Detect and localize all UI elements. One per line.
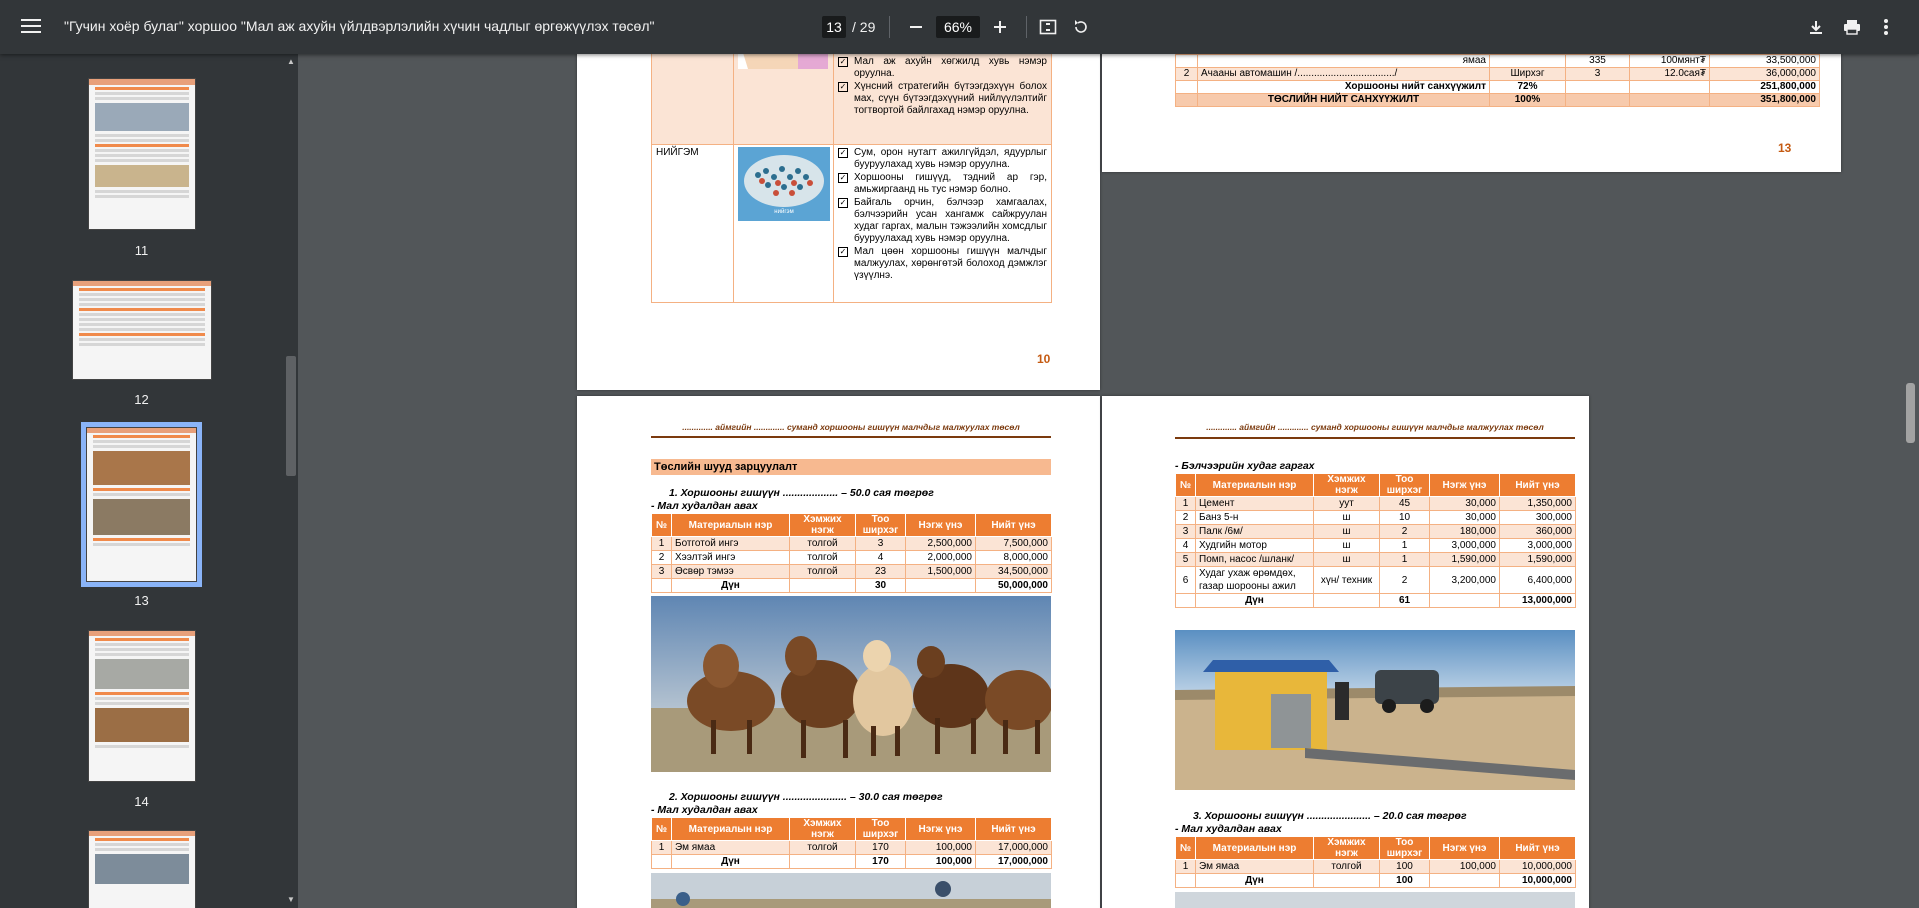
plus-icon [993,20,1007,34]
page-header: ............. аймгийн ............. суманд хоршооны гишүүн малчдыг малжуулах төсөл [1206,422,1544,432]
table-cell: 1,500,000 [906,565,976,579]
table-cell: 3,000,000 [1500,539,1576,553]
table-cell: Өсвөр тэмээ [672,565,790,579]
impact-checks-cell [834,41,1052,145]
table-row [1176,525,1576,539]
page-header: ............. аймгийн ............. суманд хоршооны гишүүн малчдыг малжуулах төсөл [682,422,1020,432]
table-header-row [652,818,1052,841]
table-cell: 100 [1380,860,1430,874]
table-cell [652,855,672,869]
item-title: 1. Хоршооны гишүүн ................... – 50.0 сая төгрөг [669,487,934,499]
table-cell: 10,000,000 [1500,860,1576,874]
page-selector [822,16,875,38]
livestock-table-3 [1175,836,1576,888]
more-vert-icon [1883,18,1889,36]
rotate-button[interactable] [1069,15,1093,39]
table-header-row [652,514,1052,537]
table-cell: Худаг ухаж өрөмдөх, газар шорооны ажил [1196,567,1314,594]
download-icon [1808,19,1824,35]
table-cell [790,579,856,593]
scroll-up-icon[interactable]: ▲ [287,57,295,66]
thumbnail-label: 13 [134,593,149,608]
checkbox-icon: ✓ [839,247,847,256]
column-header: Материалын нэр [1196,837,1314,860]
checklist-item: ✓ Сум, орон нутагт ажилгүйдэл, ядуурлыг бууруулахад хувь нэмэр оруулна. [839,147,1047,170]
table-row [1176,553,1576,567]
table-row [1176,567,1576,594]
table-cell: Эм ямаа [672,841,790,855]
table-cell: Дүн [1196,874,1314,888]
column-header: Материалын нэр [672,818,790,841]
table-cell: 3,200,000 [1430,567,1500,594]
table-cell: 10 [1380,511,1430,525]
table-total-row [1176,594,1576,608]
sub-title: - Мал худалдан авах [1175,823,1282,835]
table-cell: 50,000,000 [976,579,1052,593]
sub-title: - Мал худалдан авах [651,500,758,512]
table-cell: 180,000 [1430,525,1500,539]
document-title: "Гучин хоёр булаг" хоршоо "Мал аж ахуйн үйлдвэрлэлийн хүчин чадлыг өргөжүүлэх төсөл" [64,18,655,34]
column-header: Материалын нэр [672,514,790,537]
table-cell: 6 [1176,567,1196,594]
rotate-icon [1072,18,1090,36]
table-cell [1314,874,1380,888]
table-cell: хүн/ техник [1314,567,1380,594]
well-house-photo [1175,630,1575,790]
table-cell [1430,874,1500,888]
thumbnail-label: 11 [134,243,149,258]
table-row [652,841,1052,855]
table-cell: 1,590,000 [1500,553,1576,567]
pdf-page-right [1102,396,1589,908]
table-cell [906,579,976,593]
thumbnail-sidebar [0,54,298,908]
page-number-input[interactable]: 13 [822,16,846,38]
checkbox-icon: ✓ [839,198,847,207]
table-cell: ш [1314,539,1380,553]
table-cell: уут [1314,497,1380,511]
table-cell: 61 [1380,594,1430,608]
table-row [1176,860,1576,874]
table-cell: 100,000 [906,855,976,869]
table-cell: 1 [1176,860,1196,874]
column-header: Нэгж үнэ [1430,474,1500,497]
society-illustration: нийгэм [738,147,830,221]
table-cell: 7,500,000 [976,537,1052,551]
table-cell [1430,594,1500,608]
pdf-page-13-top [1102,40,1841,172]
table-cell: 4 [1176,539,1196,553]
checkbox-icon: ✓ [839,148,847,157]
table-cell: толгой [790,537,856,551]
print-icon [1843,18,1861,36]
table-cell: Дүн [1196,594,1314,608]
people-photo [651,873,1051,908]
thumbnail-page-12[interactable] [72,280,212,380]
table-row [652,537,1052,551]
table-header-row [1176,474,1576,497]
table-total-row [1176,874,1576,888]
column-header: Нэгж үнэ [906,514,976,537]
table-cell: 1 [1176,497,1196,511]
column-header: Хэмжих нэгж [790,818,856,841]
table-cell: 45 [1380,497,1430,511]
main-scrollbar[interactable] [1903,54,1919,908]
pdf-page-left [577,396,1100,908]
table-cell [652,579,672,593]
table-cell: 34,500,000 [976,565,1052,579]
livestock-table-1 [651,513,1052,593]
impact-checks-cell [834,145,1052,303]
table-header-row [1176,837,1576,860]
header-line [651,436,1051,438]
column-header: № [1176,474,1196,497]
table-cell: Цемент [1196,497,1314,511]
table-cell: 17,000,000 [976,855,1052,869]
page-number: 10 [1037,352,1051,366]
table-row [652,565,1052,579]
table-cell: 100 [1380,874,1430,888]
table-cell: ш [1314,525,1380,539]
table-cell: 1 [1380,553,1430,567]
table-cell: Эм ямаа [1196,860,1314,874]
column-header: Тоо ширхэг [856,514,906,537]
menu-icon[interactable] [20,16,42,38]
table-cell: 2 [1176,511,1196,525]
zoom-out-button[interactable] [904,15,928,39]
table-cell: 2 [1380,525,1430,539]
thumbnail-page-15[interactable] [88,830,196,908]
scroll-down-icon[interactable]: ▼ [287,895,295,904]
table-cell: 2 [652,551,672,565]
sub-title: - Мал худалдан авах [651,804,758,816]
table-cell [790,855,856,869]
table-cell: толгой [790,551,856,565]
table-cell: 30,000 [1430,497,1500,511]
camels-photo [651,596,1051,772]
column-header: Нийт үнэ [1500,474,1576,497]
table-row [1176,497,1576,511]
checkbox-icon: ✓ [839,82,847,91]
checklist-item: ✓ Мал аж ахуйн хөгжилд хувь нэмэр оруулна. [839,56,1047,79]
table-row [1176,539,1576,553]
table-cell [1176,874,1196,888]
pdf-page-10 [577,40,1100,390]
checklist-item: ✓ Мал цөөн хоршооны гишүүн малчдыг малжуулах, хөрөнгөтэй болоход дэмжлэг үзүүлнэ. [839,246,1047,281]
column-header: № [1176,837,1196,860]
table-cell: Хээлтэй ингэ [672,551,790,565]
table-cell: 2,000,000 [906,551,976,565]
column-header: Тоо ширхэг [1380,474,1430,497]
print-button[interactable] [1840,15,1864,39]
table-cell: Дүн [672,855,790,869]
table-cell: 1 [1380,539,1430,553]
column-header: Материалын нэр [1196,474,1314,497]
table-cell: 5 [1176,553,1196,567]
impact-image-cell [734,145,834,303]
table-cell: 170 [856,855,906,869]
table-cell: 300,000 [1500,511,1576,525]
minus-icon [909,20,923,34]
table-row [1176,511,1576,525]
table-cell: толгой [790,565,856,579]
table-cell: 3 [1176,525,1196,539]
table-cell: 100,000 [906,841,976,855]
column-header: Нэгж үнэ [906,818,976,841]
header-line [1175,437,1575,439]
table-cell: Палк /6м/ [1196,525,1314,539]
table-cell: 2 [1380,567,1430,594]
table-cell: 1 [652,537,672,551]
table-cell: 23 [856,565,906,579]
table-cell: 1,590,000 [1430,553,1500,567]
table-cell: 30 [856,579,906,593]
table-cell: Помп, насос /шланк/ [1196,553,1314,567]
table-cell: толгой [1314,860,1380,874]
table-cell: толгой [790,841,856,855]
landscape-photo [1175,892,1575,908]
table-cell: 1 [652,841,672,855]
table-cell: Ботготой ингэ [672,537,790,551]
section-title: Төслийн шууд зарцуулалт [651,459,1051,475]
checklist-item: ✓ Хүнсний стратегийн бүтээгдэхүүн болох мах, сүүн бүтээгдэхүүний нийлүүлэлтийг тогтвортой байлгахад нэмэр оруулна. [839,81,1047,116]
table-cell: 3,000,000 [1430,539,1500,553]
checklist-item: ✓ Байгаль орчин, бэлчээр хамгаалах, бэлчээрийн усан хангамж сайжруулан худаг гаргах, малын тэжээлийн хомсдлыг бууруулахад хувь нэмэр оруулна. [839,197,1047,244]
thumbnail-label: 12 [134,392,149,407]
download-button[interactable] [1804,15,1828,39]
table-cell: 8,000,000 [976,551,1052,565]
table-cell: 360,000 [1500,525,1576,539]
column-header: Хэмжих нэгж [1314,474,1380,497]
pdf-toolbar [0,0,1919,54]
table-cell: ш [1314,511,1380,525]
fit-page-button[interactable] [1036,15,1060,39]
item-title: 2. Хоршооны гишүүн ...................... – 30.0 сая төгрөг [669,791,943,803]
page-number: 13 [1778,141,1792,155]
column-header: Хэмжих нэгж [1314,837,1380,860]
thumbnail-label: 14 [134,794,149,809]
table-cell: 100,000 [1430,860,1500,874]
column-header: Нийт үнэ [976,818,1052,841]
impact-table [651,40,1052,303]
financing-table: ямаа 335 100мянт₮ 33,500,000 2 Ачааны автомашин /.................................../ Ширхэг 3 12.0сая₮ 36,000,000 Хоршооны нийт санхүүжилт 72% 251,800,000 ТӨСЛИЙН НИЙТ САНХҮҮЖИЛТ 100% 351,800,000 [1175,54,1820,107]
toolbar-divider [1026,16,1027,38]
well-materials-table [1175,473,1576,608]
toolbar-divider [889,16,890,38]
table-cell: Худгийн мотор [1196,539,1314,553]
impact-label-cell: НИЙГЭМ [652,145,734,303]
column-header: Нэгж үнэ [1430,837,1500,860]
livestock-table-2 [651,817,1052,869]
page-total: / 29 [852,19,876,35]
thumbnail-page-11[interactable] [88,78,196,230]
table-cell: 13,000,000 [1500,594,1576,608]
zoom-level-input[interactable]: 66% [936,16,980,38]
sidebar-scrollbar-thumb[interactable] [286,356,296,476]
more-actions-button[interactable] [1874,15,1898,39]
table-cell: 6,400,000 [1500,567,1576,594]
table-cell: 4 [856,551,906,565]
sidebar-scrollbar[interactable] [284,54,298,908]
checklist-item: ✓ Хоршооны гишүүд, тэдний ар гэр, амьжиргаанд нь тус нэмэр болно. [839,172,1047,195]
table-cell: 17,000,000 [976,841,1052,855]
column-header: Тоо ширхэг [856,818,906,841]
table-cell: Дүн [672,579,790,593]
table-cell [1314,594,1380,608]
column-header: № [652,818,672,841]
table-cell: Банз 5-н [1196,511,1314,525]
table-cell: 30,000 [1430,511,1500,525]
table-cell: 3 [856,537,906,551]
column-header: Нийт үнэ [1500,837,1576,860]
fit-page-icon [1039,18,1057,36]
table-total-row [652,579,1052,593]
table-cell: 170 [856,841,906,855]
table-cell: 1,350,000 [1500,497,1576,511]
table-total-row [652,855,1052,869]
table-cell: ш [1314,553,1380,567]
column-header: Хэмжих нэгж [790,514,856,537]
thumbnail-page-14[interactable] [88,630,196,782]
main-scrollbar-thumb[interactable] [1906,383,1915,443]
impact-label-cell [652,41,734,145]
checkbox-icon: ✓ [839,173,847,182]
sub-title: - Бэлчээрийн худаг гаргах [1175,460,1315,472]
table-cell: 2,500,000 [906,537,976,551]
column-header: Тоо ширхэг [1380,837,1430,860]
checkbox-icon: ✓ [839,57,847,66]
table-cell: 3 [652,565,672,579]
table-cell: 10,000,000 [1500,874,1576,888]
table-cell [1176,594,1196,608]
impact-image-cell [734,41,834,145]
table-row [652,551,1052,565]
column-header: № [652,514,672,537]
item-title: 3. Хоршооны гишүүн ...................... – 20.0 сая төгрөг [1193,810,1467,822]
zoom-in-button[interactable] [988,15,1012,39]
thumbnail-page-13[interactable] [86,427,197,582]
column-header: Нийт үнэ [976,514,1052,537]
